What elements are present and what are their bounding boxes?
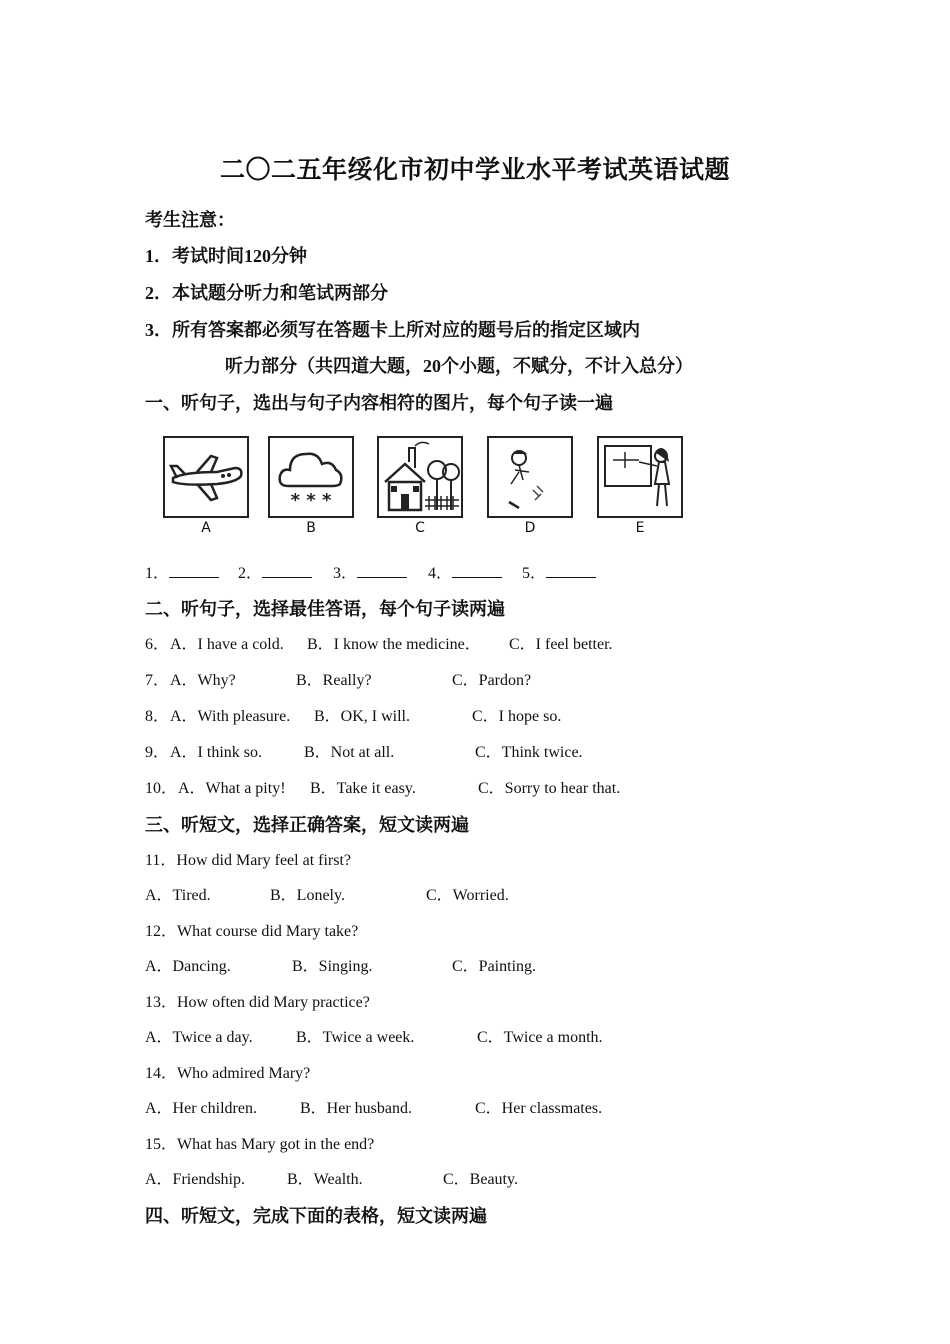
- option-a[interactable]: A．Friendship.: [145, 1171, 246, 1188]
- option-b[interactable]: B．OK, I will.: [314, 708, 411, 725]
- question-number: 8．: [145, 708, 170, 725]
- answer-5: 5．: [522, 560, 596, 583]
- picture-label-c: C: [415, 520, 425, 536]
- option-a[interactable]: A．Why?: [170, 672, 236, 689]
- question-text: 12．What course did Mary take?: [145, 923, 359, 940]
- option-b[interactable]: B．Wealth.: [287, 1171, 363, 1188]
- option-c[interactable]: C．Sorry to hear that.: [478, 780, 621, 797]
- house-icon: [379, 438, 461, 516]
- answer-3: 3．: [333, 560, 407, 583]
- picture-d: [487, 436, 573, 518]
- picture-c: [377, 436, 463, 518]
- option-b[interactable]: B．Lonely.: [270, 887, 345, 904]
- option-a[interactable]: A．With pleasure.: [170, 708, 291, 725]
- answer-blank[interactable]: [546, 563, 596, 578]
- section3-title: 三、听短文，选择正确答案，短文读两遍: [145, 815, 469, 835]
- option-c[interactable]: C．I feel better.: [509, 636, 613, 653]
- picture-label-e: E: [635, 520, 645, 536]
- option-c[interactable]: C．Painting.: [452, 958, 537, 975]
- option-b[interactable]: B．Singing.: [292, 958, 373, 975]
- answer-1: 1．: [145, 560, 219, 583]
- picture-label-d: D: [524, 520, 536, 536]
- option-b[interactable]: B．Twice a week.: [296, 1029, 415, 1046]
- page-title: 二〇二五年绥化市初中学业水平考试英语试题: [219, 157, 730, 184]
- question-number: 9．: [145, 744, 170, 761]
- answer-blank[interactable]: [357, 563, 407, 578]
- option-b[interactable]: B．Not at all.: [304, 744, 395, 761]
- picture-label-a: A: [201, 520, 211, 536]
- option-b[interactable]: B．I know the medicine．: [307, 636, 481, 653]
- option-a[interactable]: A．What a pity!: [178, 780, 286, 797]
- answer-2: 2．: [238, 560, 312, 583]
- notice-item-3: 3．所有答案都必须写在答题卡上所对应的题号后的指定区域内: [145, 320, 640, 340]
- option-a[interactable]: A．I have a cold.: [170, 636, 284, 653]
- option-b[interactable]: B．Her husband.: [300, 1100, 412, 1117]
- answer-4: 4．: [428, 560, 502, 583]
- answer-blank[interactable]: [262, 563, 312, 578]
- svg-text:* * *: * * *: [290, 490, 332, 511]
- question-text: 11．How did Mary feel at first?: [145, 852, 352, 869]
- answer-blank[interactable]: [169, 563, 219, 578]
- notice-item-2: 2．本试题分听力和笔试两部分: [145, 283, 388, 303]
- picture-label-b: B: [306, 520, 316, 536]
- option-a[interactable]: A．Dancing.: [145, 958, 231, 975]
- option-c[interactable]: C．Her classmates.: [475, 1100, 603, 1117]
- notice-heading: 考生注意：: [145, 210, 235, 230]
- section4-title: 四、听短文，完成下面的表格，短文读两遍: [145, 1206, 487, 1226]
- person-falling-icon: [489, 438, 571, 516]
- option-c[interactable]: C．I hope so.: [472, 708, 562, 725]
- snow-cloud-icon: [270, 438, 352, 516]
- picture-e: [597, 436, 683, 518]
- picture-b: [268, 436, 354, 518]
- option-c[interactable]: C．Worried.: [426, 887, 509, 904]
- option-b[interactable]: B．Take it easy.: [310, 780, 416, 797]
- picture-a: [163, 436, 249, 518]
- option-c[interactable]: C．Think twice.: [475, 744, 583, 761]
- question-text: 13．How often did Mary practice?: [145, 994, 370, 1011]
- option-a[interactable]: A．Her children.: [145, 1100, 257, 1117]
- teacher-blackboard-icon: [599, 438, 681, 516]
- section2-title: 二、听句子，选择最佳答语，每个句子读两遍: [145, 599, 505, 619]
- question-number: 7．: [145, 672, 170, 689]
- section1-title: 一、听句子，选出与句子内容相符的图片，每个句子读一遍: [145, 393, 613, 413]
- option-c[interactable]: C．Pardon?: [452, 672, 532, 689]
- option-c[interactable]: C．Beauty.: [443, 1171, 518, 1188]
- question-number: 6．: [145, 636, 170, 653]
- option-a[interactable]: A．I think so.: [170, 744, 263, 761]
- option-c[interactable]: C．Twice a month.: [477, 1029, 603, 1046]
- listening-header: 听力部分（共四道大题，20个小题，不赋分，不计入总分）: [225, 356, 693, 376]
- question-text: 15．What has Mary got in the end?: [145, 1136, 375, 1153]
- option-a[interactable]: A．Tired.: [145, 887, 211, 904]
- option-a[interactable]: A．Twice a day.: [145, 1029, 253, 1046]
- question-number: 10．: [145, 780, 178, 797]
- option-b[interactable]: B．Really?: [296, 672, 372, 689]
- airplane-icon: [165, 438, 247, 516]
- answer-blank[interactable]: [452, 563, 502, 578]
- question-text: 14．Who admired Mary?: [145, 1065, 311, 1082]
- notice-item-1: 1．考试时间120分钟: [145, 246, 307, 266]
